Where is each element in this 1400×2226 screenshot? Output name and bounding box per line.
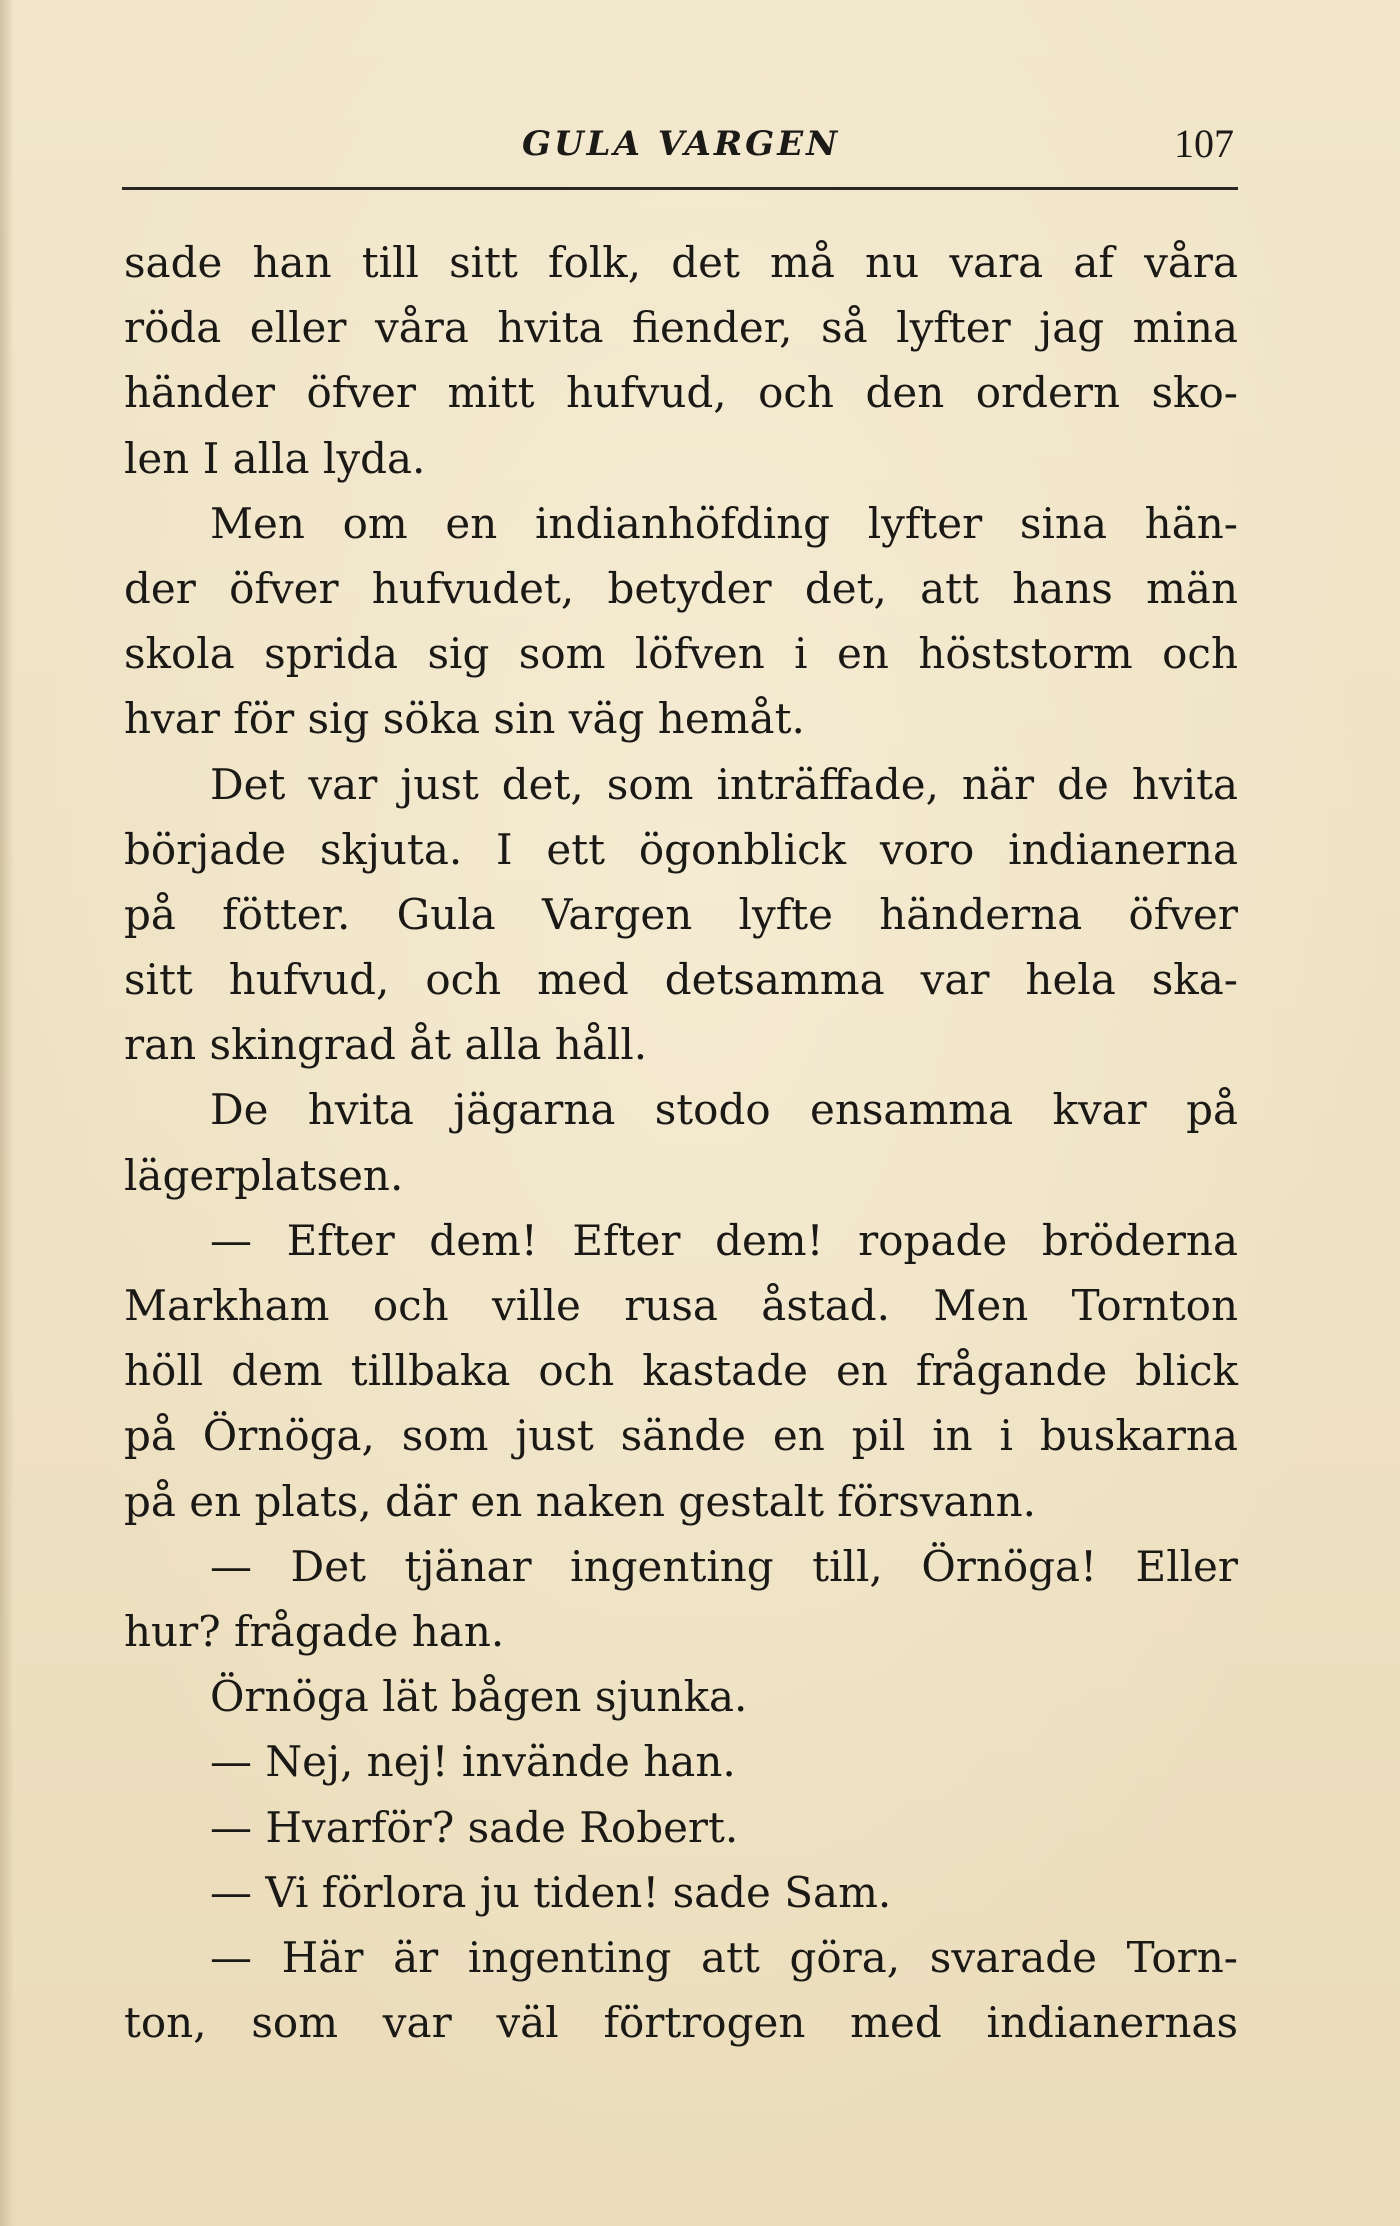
text-line: hur? frågade han. xyxy=(124,1606,505,1656)
text-line: ton, som var väl förtrogen med indianernas xyxy=(124,1998,1238,2048)
text-line: — Hvarför? sade Robert. xyxy=(210,1802,739,1852)
text-line: lägerplatsen. xyxy=(124,1150,404,1200)
text-line: sitt hufvud, och med detsamma var hela ska- xyxy=(124,955,1238,1005)
page-header xyxy=(122,120,1238,180)
text-line: De hvita jägarna stodo ensamma kvar på xyxy=(210,1085,1238,1135)
text-line: Det var just det, som inträffade, när de hvita xyxy=(210,759,1238,809)
text-line: började skjuta. I ett ögonblick voro indianerna xyxy=(124,824,1238,874)
text-line: hvar för sig söka sin väg hemåt. xyxy=(124,694,805,744)
text-line: ran skingrad åt alla håll. xyxy=(124,1020,648,1070)
text-line: skola sprida sig som löfven i en höststorm och xyxy=(124,629,1238,679)
text-line: — Vi förlora ju tiden! sade Sam. xyxy=(210,1867,892,1917)
text-line: — Det tjänar ingenting till, Örnöga! Eller xyxy=(210,1541,1238,1591)
text-line: på en plats, där en naken gestalt försvann. xyxy=(124,1476,1036,1526)
header-rule xyxy=(122,187,1238,190)
text-line: der öfver hufvudet, betyder det, att hans män xyxy=(124,563,1238,613)
text-line: — Efter dem! Efter dem! ropade bröderna xyxy=(210,1215,1238,1265)
text-line: sade han till sitt folk, det må nu vara af våra xyxy=(124,238,1238,287)
text-line: händer öfver mitt hufvud, och den ordern sko- xyxy=(124,368,1238,418)
body-text xyxy=(124,230,1238,2055)
running-title: GULA VARGEN xyxy=(522,124,841,164)
text-line: på Örnöga, som just sände en pil in i buskarna xyxy=(124,1411,1238,1461)
text-line: på fötter. Gula Vargen lyfte händerna öfver xyxy=(124,889,1238,939)
page-edge-shadow xyxy=(0,0,14,2226)
text-line: Örnöga lät bågen sjunka. xyxy=(210,1672,748,1722)
text-line: len I alla lyda. xyxy=(124,433,426,483)
text-line: Markham och ville rusa åstad. Men Tornton xyxy=(124,1281,1238,1330)
text-line: Men om en indianhöfding lyfter sina hän- xyxy=(210,498,1238,548)
text-line: — Nej, nej! invände han. xyxy=(210,1737,736,1787)
text-line: — Här är ingenting att göra, svarade Torn- xyxy=(210,1932,1238,1982)
text-line: höll dem tillbaka och kastade en frågande blick xyxy=(124,1346,1238,1396)
text-line: röda eller våra hvita fiender, så lyfter jag mina xyxy=(124,303,1238,353)
page-number: 107 xyxy=(1174,121,1234,166)
